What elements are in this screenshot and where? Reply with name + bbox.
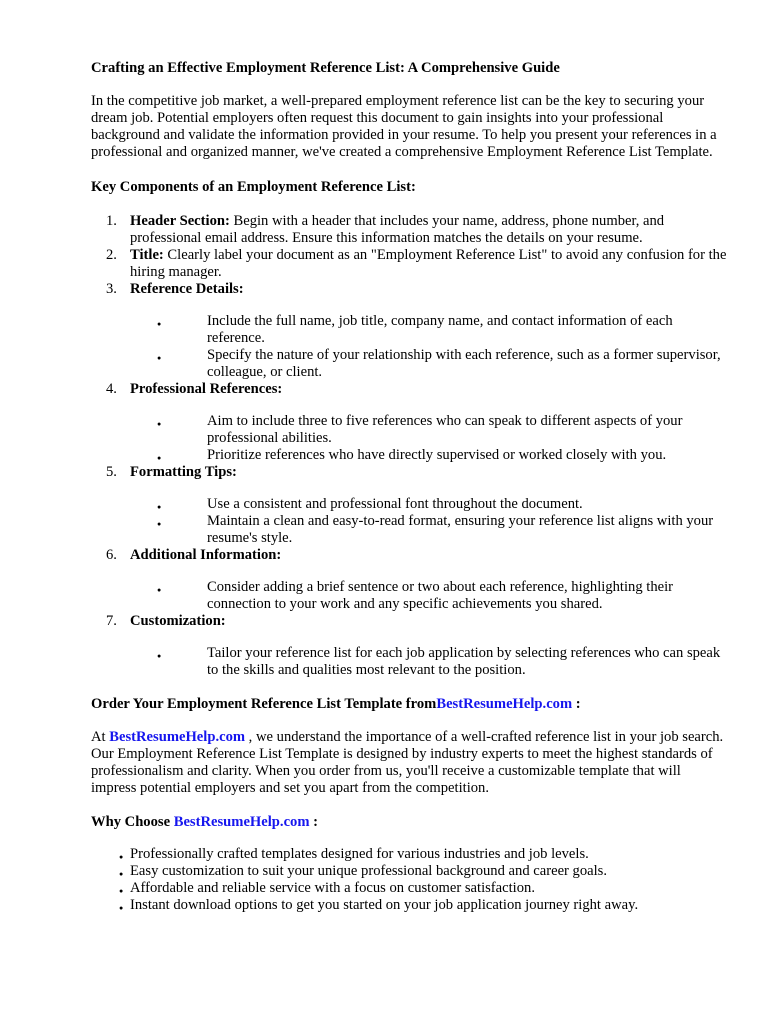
- component-item: [91, 247, 728, 281]
- why-list: [91, 846, 728, 914]
- bullet-icon: [157, 313, 161, 334]
- bullet-item: [168, 513, 728, 547]
- components-heading: Key Components of an Employment Reference List:: [91, 179, 416, 195]
- bullet-icon: [157, 513, 161, 534]
- why-heading-colon: :: [309, 814, 319, 830]
- why-item: [91, 897, 728, 914]
- component-bullets: [130, 413, 728, 464]
- component-item: [91, 381, 728, 464]
- component-item: [91, 464, 728, 547]
- why-heading: [91, 813, 728, 831]
- component-number: 2.: [106, 247, 117, 263]
- bullet-text: Tailor your reference list for each job application by selecting references who can speak to the skills and qualities most relevant to the position.: [207, 645, 721, 678]
- order-heading-link[interactable]: BestResumeHelp.com: [436, 696, 573, 712]
- bullet-item: [168, 413, 728, 447]
- intro-paragraph: In the competitive job market, a well-prepared employment reference list can be the key to securing your dream job. Potential employers often request this document to gain insights into your professional background and validate the information provided in your resume. To help you present your references in a professional and organized manner, we've created a comprehensive Employment Reference List Template.: [91, 93, 717, 160]
- why-item: [91, 880, 728, 897]
- component-text: Begin with a header that includes your name, address, phone number, and professional email address. Ensure this information matches the details on your resume.: [130, 213, 665, 246]
- order-para-prefix: At: [91, 729, 110, 745]
- bullet-text: Prioritize references who have directly supervised or worked closely with you.: [207, 447, 667, 463]
- component-text: Clearly label your document as an "Employment Reference List" to avoid any confusion for the hiring manager.: [130, 247, 727, 280]
- why-item-text: Affordable and reliable service with a focus on customer satisfaction.: [130, 880, 535, 896]
- why-item: [91, 863, 728, 880]
- component-number: 3.: [106, 281, 117, 297]
- bullet-item: [168, 447, 728, 464]
- bullet-icon: [157, 347, 161, 368]
- component-number: 1.: [106, 213, 117, 229]
- component-bullets: [130, 579, 728, 613]
- component-item: [91, 613, 728, 679]
- component-label: Professional References:: [130, 381, 283, 397]
- bullet-item: [168, 496, 728, 513]
- component-number: 5.: [106, 464, 117, 480]
- bullet-text: Include the full name, job title, company name, and contact information of each reference.: [207, 313, 673, 346]
- why-item-text: Instant download options to get you started on your job application journey right away.: [130, 897, 639, 913]
- component-number: 7.: [106, 613, 117, 629]
- component-label: Title:: [130, 247, 164, 263]
- why-item-text: Professionally crafted templates designed for various industries and job levels.: [130, 846, 589, 862]
- why-heading-link[interactable]: BestResumeHelp.com: [173, 814, 310, 830]
- why-item: [91, 846, 728, 863]
- components-list: [91, 213, 728, 679]
- bullet-item: [168, 313, 728, 347]
- order-paragraph: [91, 729, 728, 797]
- why-heading-text: Why Choose: [91, 814, 174, 830]
- bullet-text: Maintain a clean and easy-to-read format, ensuring your reference list aligns with your resume's style.: [207, 513, 714, 546]
- order-heading-text: Order Your Employment Reference List Template from: [91, 696, 437, 712]
- component-item: [91, 281, 728, 381]
- bullet-text: Consider adding a brief sentence or two about each reference, highlighting their connection to your work and any specific achievements you shared.: [207, 579, 674, 612]
- component-label: Customization:: [130, 613, 226, 629]
- bullet-item: [168, 347, 728, 381]
- component-label: Formatting Tips:: [130, 464, 237, 480]
- document-title: Crafting an Effective Employment Reference List: A Comprehensive Guide: [91, 60, 560, 76]
- bullet-icon: [157, 645, 161, 666]
- component-bullets: [130, 645, 728, 679]
- component-label: Additional Information:: [130, 547, 282, 563]
- component-item: [91, 547, 728, 613]
- order-para-text: , we understand the importance of a well-crafted reference list in your job search. Our Employment Reference List Template is designed by industry experts to meet the highest standards of professionalism and clarity. When you order from us, you'll receive a customizable template that will impress potential employers and set you apart from the competition.: [91, 729, 724, 796]
- component-bullets: [130, 496, 728, 547]
- bullet-icon: [157, 413, 161, 434]
- component-label: Reference Details:: [130, 281, 244, 297]
- bullet-item: [168, 579, 728, 613]
- component-bullets: [130, 313, 728, 381]
- order-para-link[interactable]: BestResumeHelp.com: [109, 729, 246, 745]
- bullet-text: Aim to include three to five references who can speak to different aspects of your professional abilities.: [207, 413, 683, 446]
- bullet-item: [168, 645, 728, 679]
- order-heading-colon: :: [572, 696, 581, 712]
- component-label: Header Section:: [130, 213, 230, 229]
- why-item-text: Easy customization to suit your unique professional background and career goals.: [130, 863, 608, 879]
- bullet-icon: [119, 897, 123, 918]
- bullet-text: Use a consistent and professional font throughout the document.: [207, 496, 583, 512]
- bullet-icon: [157, 579, 161, 600]
- component-item: [91, 213, 728, 247]
- order-heading: [91, 695, 728, 713]
- bullet-text: Specify the nature of your relationship with each reference, such as a former supervisor, colleague, or client.: [207, 347, 721, 380]
- component-number: 6.: [106, 547, 117, 563]
- component-number: 4.: [106, 381, 117, 397]
